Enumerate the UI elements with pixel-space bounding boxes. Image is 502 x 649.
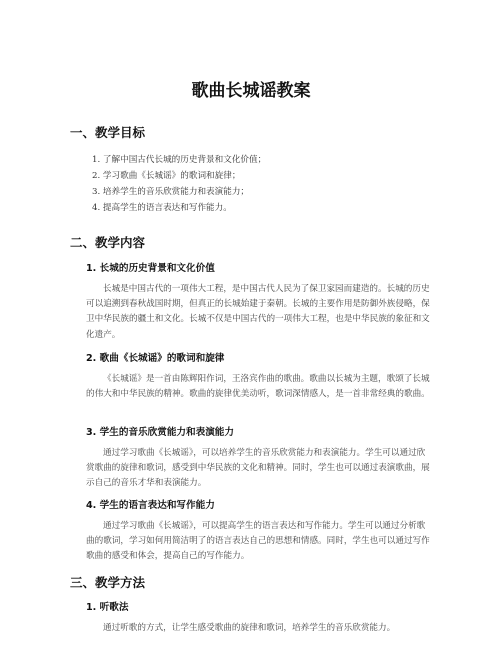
document-title: 歌曲长城谣教案: [191, 81, 311, 101]
paragraph: 通过学习歌曲《长城谣》，可以提高学生的语言表达和写作能力。学生可以通过分析歌曲的歌词，学习如何用简洁明了的语言表达自己的思想和情感。同时，学生也可以通过写作歌曲的感受和体会，提高自己的写作能力。: [86, 521, 430, 562]
subsection-heading: 4. 学生的语言表达和写作能力: [86, 500, 215, 511]
section-heading-methods: 三、教学方法: [70, 575, 146, 590]
list-item: 3. 培养学生的音乐欣赏能力和表演能力；: [92, 187, 250, 197]
subsection-heading: 3. 学生的音乐欣赏能力和表演能力: [86, 427, 234, 438]
list-item: 4. 提高学生的语言表达和写作能力。: [92, 203, 232, 213]
section-heading-content: 二、教学内容: [70, 235, 146, 250]
paragraph: 《长城谣》是一首由陈辉阳作词，王洛宾作曲的歌曲。歌曲以长城为主题，歌颂了长城的伟大和中华民族的精神。歌曲的旋律优美动听，歌词深情感人，是一首非常经典的歌曲。: [86, 374, 430, 400]
paragraph: 长城是中国古代的一项伟大工程，是中国古代人民为了保卫家园而建造的。长城的历史可以追溯到春秋战国时期，但真正的长城始建于秦朝。长城的主要作用是防御外族侵略，保卫中华民族的疆土和文化。长城不仅是中国古代的一项伟大工程，也是中华民族的象征和文化遗产。: [86, 284, 430, 340]
subsection-heading: 2. 歌曲《长城谣》的歌词和旋律: [86, 353, 225, 364]
list-item: 1. 了解中国古代长城的历史背景和文化价值；: [92, 155, 267, 165]
list-item: 2. 学习歌曲《长城谣》的歌词和旋律；: [92, 171, 241, 181]
subsection-heading: 1. 长城的历史背景和文化价值: [86, 263, 215, 274]
paragraph: 通过学习歌曲《长城谣》，可以培养学生的音乐欣赏能力和表演能力。学生可以通过欣赏歌曲的旋律和歌词，感受到中华民族的文化和精神。同时，学生也可以通过表演歌曲，展示自己的音乐才华和表演能力。: [86, 448, 430, 489]
section-heading-objectives: 一、教学目标: [70, 125, 146, 140]
objectives-list: [92, 152, 266, 216]
paragraph: 通过听歌的方式，让学生感受歌曲的旋律和歌词，培养学生的音乐欣赏能力。: [103, 623, 396, 633]
subsection-heading: 1. 听歌法: [86, 602, 129, 613]
